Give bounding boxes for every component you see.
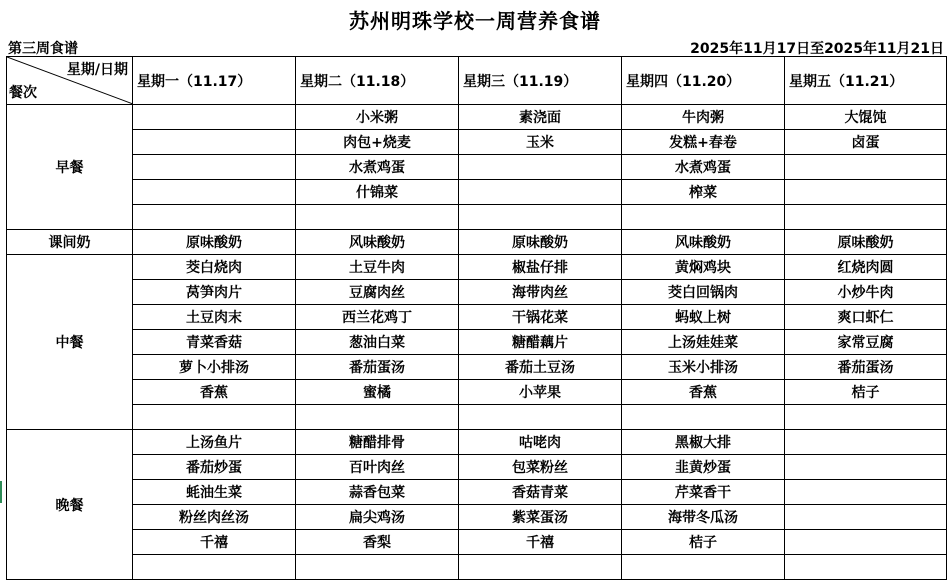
dish-cell: 粉丝肉丝汤 (133, 505, 296, 530)
dish-cell (459, 180, 622, 205)
dish-cell (459, 405, 622, 430)
dish-cell: 发糕+春卷 (622, 130, 785, 155)
dish-cell: 椒盐仔排 (459, 255, 622, 280)
dish-cell: 百叶肉丝 (296, 455, 459, 480)
table-row (7, 505, 947, 530)
dish-cell (296, 405, 459, 430)
dish-cell: 水煮鸡蛋 (622, 155, 785, 180)
dish-cell: 香蕉 (622, 380, 785, 405)
dish-cell: 茭白回锅肉 (622, 280, 785, 305)
dish-cell: 茭白烧肉 (133, 255, 296, 280)
table-row (7, 130, 947, 155)
dish-cell (785, 530, 947, 555)
dish-cell: 香菇青菜 (459, 480, 622, 505)
dish-cell: 咕咾肉 (459, 430, 622, 455)
dish-cell: 小炒牛肉 (785, 280, 947, 305)
dish-cell (785, 480, 947, 505)
day-header-mon: 星期一（11.17） (133, 57, 296, 105)
dish-cell (133, 205, 296, 230)
table-row (7, 105, 947, 130)
dish-cell (785, 455, 947, 480)
dish-cell: 青菜香菇 (133, 330, 296, 355)
dish-cell: 糖醋藕片 (459, 330, 622, 355)
dish-cell: 蜜橘 (296, 380, 459, 405)
dish-cell (622, 555, 785, 580)
dish-cell: 上汤鱼片 (133, 430, 296, 455)
dish-cell: 家常豆腐 (785, 330, 947, 355)
page-title: 苏州明珠学校一周营养食谱 (349, 8, 601, 33)
dish-cell (622, 405, 785, 430)
table-row (7, 330, 947, 355)
table-row (7, 530, 947, 555)
day-header-thu: 星期四（11.20） (622, 57, 785, 105)
dish-cell: 原味酸奶 (785, 230, 947, 255)
subtitle-row (6, 38, 946, 56)
dish-cell: 玉米 (459, 130, 622, 155)
table-row (7, 430, 947, 455)
table-row (7, 230, 947, 255)
table-row (7, 555, 947, 580)
dish-cell: 上汤娃娃菜 (622, 330, 785, 355)
dish-cell (133, 405, 296, 430)
dish-cell (785, 505, 947, 530)
dish-cell: 蒜香包菜 (296, 480, 459, 505)
dish-cell (785, 430, 947, 455)
dish-cell: 风味酸奶 (296, 230, 459, 255)
dish-cell (785, 180, 947, 205)
menu-table (6, 56, 947, 580)
table-row (7, 205, 947, 230)
dish-cell (459, 155, 622, 180)
dish-cell (785, 555, 947, 580)
dish-cell: 海带冬瓜汤 (622, 505, 785, 530)
dish-cell: 萝卜小排汤 (133, 355, 296, 380)
meal-label-breakfast: 早餐 (7, 105, 133, 230)
header-row (7, 57, 947, 105)
table-row (7, 405, 947, 430)
dish-cell: 红烧肉圆 (785, 255, 947, 280)
table-row (7, 355, 947, 380)
table-row (7, 280, 947, 305)
table-row (7, 380, 947, 405)
dish-cell: 原味酸奶 (133, 230, 296, 255)
dish-cell: 原味酸奶 (459, 230, 622, 255)
dish-cell: 海带肉丝 (459, 280, 622, 305)
dish-cell (133, 105, 296, 130)
dish-cell: 番茄蛋汤 (785, 355, 947, 380)
dish-cell (133, 180, 296, 205)
meal-label-lunch: 中餐 (7, 255, 133, 430)
dish-cell: 莴笋肉片 (133, 280, 296, 305)
dish-cell: 风味酸奶 (622, 230, 785, 255)
dish-cell: 香梨 (296, 530, 459, 555)
corner-meal-label: 餐次 (9, 85, 37, 101)
dish-cell: 干锅花菜 (459, 305, 622, 330)
dish-cell: 扁尖鸡汤 (296, 505, 459, 530)
dish-cell: 葱油白菜 (296, 330, 459, 355)
dish-cell: 土豆牛肉 (296, 255, 459, 280)
dish-cell: 韭黄炒蛋 (622, 455, 785, 480)
dish-cell: 榨菜 (622, 180, 785, 205)
dish-cell (296, 555, 459, 580)
table-row (7, 455, 947, 480)
row-selection-marker (0, 481, 2, 503)
dish-cell: 素浇面 (459, 105, 622, 130)
dish-cell: 番茄土豆汤 (459, 355, 622, 380)
dish-cell: 爽口虾仁 (785, 305, 947, 330)
dish-cell: 大馄饨 (785, 105, 947, 130)
dish-cell: 紫菜蛋汤 (459, 505, 622, 530)
dish-cell: 水煮鸡蛋 (296, 155, 459, 180)
dish-cell: 黄焖鸡块 (622, 255, 785, 280)
dish-cell: 豆腐肉丝 (296, 280, 459, 305)
dish-cell (133, 155, 296, 180)
dish-cell (622, 205, 785, 230)
dish-cell: 土豆肉末 (133, 305, 296, 330)
day-header-tue: 星期二（11.18） (296, 57, 459, 105)
dish-cell: 桔子 (785, 380, 947, 405)
dish-cell (785, 205, 947, 230)
dish-cell: 番茄蛋汤 (296, 355, 459, 380)
table-row (7, 255, 947, 280)
table-row (7, 305, 947, 330)
table-row (7, 180, 947, 205)
table-row (7, 480, 947, 505)
dish-cell (296, 205, 459, 230)
dish-cell: 番茄炒蛋 (133, 455, 296, 480)
dish-cell: 千禧 (133, 530, 296, 555)
dish-cell: 蚝油生菜 (133, 480, 296, 505)
day-header-fri: 星期五（11.21） (785, 57, 947, 105)
meal-label-milk-break: 课间奶 (7, 230, 133, 255)
dish-cell: 小苹果 (459, 380, 622, 405)
corner-day-label: 星期/日期 (66, 62, 128, 78)
dish-cell: 牛肉粥 (622, 105, 785, 130)
dish-cell (785, 405, 947, 430)
dish-cell: 什锦菜 (296, 180, 459, 205)
dish-cell: 玉米小排汤 (622, 355, 785, 380)
dish-cell: 桔子 (622, 530, 785, 555)
dish-cell: 糖醋排骨 (296, 430, 459, 455)
week-label: 第三周食谱 (8, 41, 78, 57)
dish-cell: 千禧 (459, 530, 622, 555)
dish-cell (459, 555, 622, 580)
corner-header-cell (7, 57, 133, 105)
dish-cell (785, 155, 947, 180)
day-header-wed: 星期三（11.19） (459, 57, 622, 105)
dish-cell: 西兰花鸡丁 (296, 305, 459, 330)
dish-cell: 包菜粉丝 (459, 455, 622, 480)
dish-cell (133, 555, 296, 580)
dish-cell: 小米粥 (296, 105, 459, 130)
dish-cell (459, 205, 622, 230)
date-range: 2025年11月17日至2025年11月21日 (690, 41, 944, 57)
dish-cell: 香蕉 (133, 380, 296, 405)
dish-cell: 黑椒大排 (622, 430, 785, 455)
dish-cell: 蚂蚁上树 (622, 305, 785, 330)
meal-label-dinner: 晚餐 (7, 430, 133, 580)
table-row (7, 155, 947, 180)
dish-cell: 卤蛋 (785, 130, 947, 155)
dish-cell (133, 130, 296, 155)
dish-cell: 肉包+烧麦 (296, 130, 459, 155)
dish-cell: 芹菜香干 (622, 480, 785, 505)
